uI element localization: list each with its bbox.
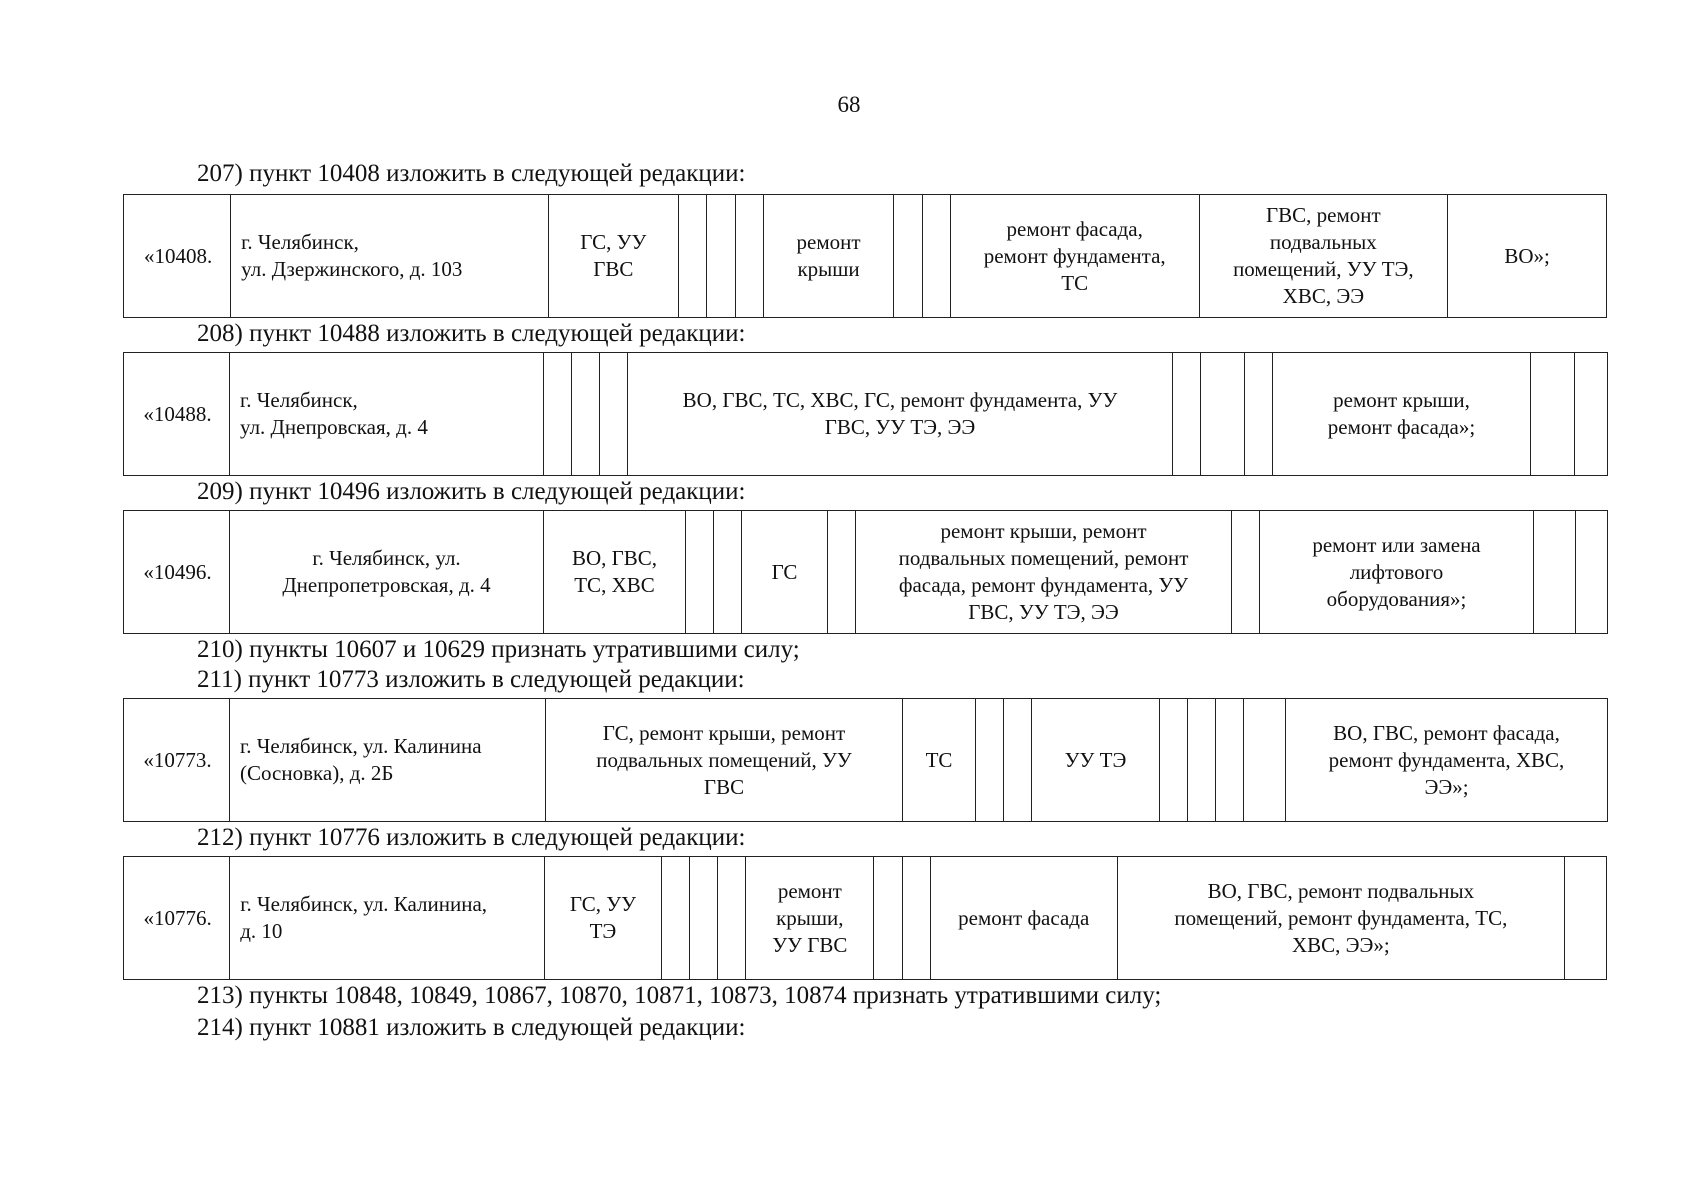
work-cell: ВО»;	[1448, 195, 1607, 318]
empty-cell	[894, 195, 922, 318]
table-row-10408	[123, 194, 1607, 318]
empty-cell	[976, 699, 1004, 822]
table-row-10776	[123, 856, 1607, 980]
work-cell: УУ ТЭ	[1032, 699, 1160, 822]
empty-cell	[1244, 699, 1286, 822]
empty-cell	[1160, 699, 1188, 822]
empty-cell	[922, 195, 950, 318]
work-cell: ремонт крыши, ремонт фасада»;	[1273, 353, 1531, 476]
empty-cell	[600, 353, 628, 476]
row-number: «10408.	[124, 195, 231, 318]
empty-cell	[874, 857, 902, 980]
address-cell: г. Челябинск, ул. Калинина, д. 10	[230, 857, 545, 980]
table-row-10496	[123, 510, 1608, 634]
empty-cell	[828, 511, 856, 634]
empty-cell	[1531, 353, 1575, 476]
work-cell: ГС	[742, 511, 828, 634]
work-cell: ремонт фасада	[930, 857, 1117, 980]
work-cell: ремонт крыши, ремонт подвальных помещений, ремонт фасада, ремонт фундамента, УУ ГВС, УУ ТЭ, ЭЭ	[856, 511, 1232, 634]
empty-cell	[1216, 699, 1244, 822]
empty-cell	[678, 195, 706, 318]
empty-cell	[1564, 857, 1606, 980]
work-cell: ВО, ГВС, ТС, ХВС	[544, 511, 686, 634]
empty-cell	[662, 857, 690, 980]
paragraph-213: 213) пункты 10848, 10849, 10867, 10870, 10871, 10873, 10874 признать утратившими силу;	[197, 982, 1162, 1009]
row-number: «10773.	[124, 699, 230, 822]
empty-cell	[1534, 511, 1576, 634]
paragraph-214: 214) пункт 10881 изложить в следующей редакции:	[197, 1014, 746, 1041]
paragraph-208: 208) пункт 10488 изложить в следующей редакции:	[197, 320, 746, 347]
paragraph-210: 210) пункты 10607 и 10629 признать утратившими силу;	[197, 636, 800, 663]
empty-cell	[714, 511, 742, 634]
table-row-10773	[123, 698, 1608, 822]
address-cell: г. Челябинск, ул. Калинина (Сосновка), д. 2Б	[230, 699, 546, 822]
empty-cell	[690, 857, 718, 980]
empty-cell	[1232, 511, 1260, 634]
empty-cell	[1188, 699, 1216, 822]
work-cell: ВО, ГВС, ремонт подвальных помещений, ремонт фундамента, ТС, ХВС, ЭЭ»;	[1117, 857, 1564, 980]
work-cell: ГС, УУ ТЭ	[544, 857, 661, 980]
work-cell: ГС, УУ ГВС	[548, 195, 678, 318]
work-cell: ремонт крыши, УУ ГВС	[746, 857, 874, 980]
paragraph-207: 207) пункт 10408 изложить в следующей редакции:	[197, 160, 746, 187]
work-cell: ремонт или замена лифтового оборудования»;	[1260, 511, 1534, 634]
empty-cell	[1575, 353, 1608, 476]
empty-cell	[572, 353, 600, 476]
page-number: 68	[837, 92, 861, 117]
empty-cell	[718, 857, 746, 980]
address-cell: г. Челябинск, ул. Дзержинского, д. 103	[231, 195, 548, 318]
row-number: «10776.	[124, 857, 230, 980]
work-cell: ремонт фасада, ремонт фундамента, ТС	[950, 195, 1199, 318]
work-cell: ГВС, ремонт подвальных помещений, УУ ТЭ, ХВС, ЭЭ	[1199, 195, 1448, 318]
empty-cell	[902, 857, 930, 980]
address-cell: г. Челябинск, ул. Днепропетровская, д. 4	[230, 511, 544, 634]
work-cell: ВО, ГВС, ремонт фасада, ремонт фундамента, ХВС, ЭЭ»;	[1286, 699, 1608, 822]
empty-cell	[1576, 511, 1608, 634]
work-cell: ГС, ремонт крыши, ремонт подвальных помещений, УУ ГВС	[546, 699, 903, 822]
empty-cell	[1173, 353, 1201, 476]
row-number: «10496.	[124, 511, 230, 634]
empty-cell	[735, 195, 763, 318]
work-cell: ТС	[903, 699, 976, 822]
paragraph-212: 212) пункт 10776 изложить в следующей редакции:	[197, 824, 746, 851]
empty-cell	[1004, 699, 1032, 822]
paragraph-209: 209) пункт 10496 изложить в следующей редакции:	[197, 478, 746, 505]
empty-cell	[1201, 353, 1245, 476]
empty-cell	[544, 353, 572, 476]
empty-cell	[707, 195, 735, 318]
work-cell: ремонт крыши	[763, 195, 893, 318]
work-cell: ВО, ГВС, ТС, ХВС, ГС, ремонт фундамента, УУ ГВС, УУ ТЭ, ЭЭ	[628, 353, 1173, 476]
empty-cell	[1245, 353, 1273, 476]
table-row-10488	[123, 352, 1608, 476]
address-cell: г. Челябинск, ул. Днепровская, д. 4	[230, 353, 544, 476]
empty-cell	[686, 511, 714, 634]
paragraph-211: 211) пункт 10773 изложить в следующей редакции:	[197, 666, 745, 693]
row-number: «10488.	[124, 353, 230, 476]
